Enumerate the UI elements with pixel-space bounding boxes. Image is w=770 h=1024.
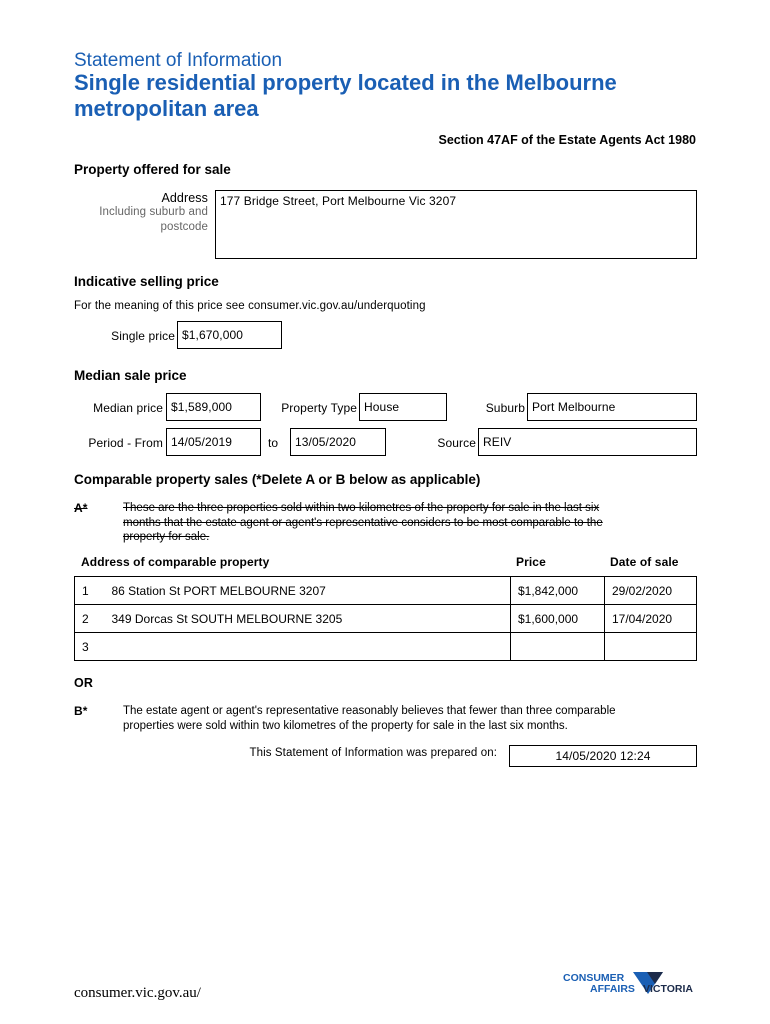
- suburb-label: Suburb: [485, 401, 525, 415]
- row-date[interactable]: 17/04/2020: [605, 605, 697, 633]
- logo-text-victoria: VICTORIA: [643, 983, 693, 995]
- option-a-label: A*: [74, 501, 88, 515]
- logo-graphic: [563, 970, 698, 998]
- logo-text-affairs: AFFAIRS: [590, 983, 635, 995]
- median-price-field[interactable]: $1,589,000: [166, 393, 261, 421]
- row-address[interactable]: [105, 633, 511, 661]
- prepared-label: This Statement of Information was prepared on:: [249, 747, 497, 759]
- median-heading: Median sale price: [74, 368, 187, 383]
- col-price-header: Price: [516, 555, 546, 569]
- title-line-1: Single residential property located in the Melbourne: [74, 70, 617, 95]
- single-price-label: Single price: [111, 329, 175, 343]
- period-to-label: to: [268, 436, 279, 450]
- row-number: 1: [75, 577, 105, 605]
- option-a-text: [123, 501, 698, 545]
- source-field[interactable]: REIV: [478, 428, 697, 456]
- row-number: 3: [75, 633, 105, 661]
- option-a-line-2: months that the estate agent or agent's representative considers to be most comparable to the: [123, 516, 603, 529]
- row-price[interactable]: $1,842,000: [511, 577, 605, 605]
- title-line-2: metropolitan area: [74, 96, 259, 121]
- period-to-field[interactable]: 13/05/2020: [290, 428, 386, 456]
- row-number: 2: [75, 605, 105, 633]
- option-a-line-3: property for sale.: [123, 531, 210, 543]
- col-address-header: Address of comparable property: [81, 555, 270, 569]
- option-b-text: [123, 704, 698, 733]
- comparable-heading: Comparable property sales (*Delete A or B below as applicable): [74, 472, 481, 487]
- footer-url[interactable]: consumer.vic.gov.au/: [74, 985, 201, 1001]
- single-price-field[interactable]: $1,670,000: [177, 321, 282, 349]
- underquoting-note: For the meaning of this price see consumer.vic.gov.au/underquoting: [74, 300, 426, 312]
- property-type-label: Property Type: [281, 401, 357, 415]
- row-price[interactable]: $1,600,000: [511, 605, 605, 633]
- address-hint-2: postcode: [160, 221, 208, 233]
- table-row: [75, 577, 697, 605]
- table-row: [75, 605, 697, 633]
- row-date[interactable]: [605, 633, 697, 661]
- address-field[interactable]: 177 Bridge Street, Port Melbourne Vic 3207: [215, 190, 697, 259]
- act-reference: Section 47AF of the Estate Agents Act 1980: [438, 133, 696, 147]
- row-price[interactable]: [511, 633, 605, 661]
- option-a-line-1: These are the three properties sold within two kilometres of the property for sale in the last six: [123, 502, 600, 514]
- row-address[interactable]: 349 Dorcas St SOUTH MELBOURNE 3205: [105, 605, 511, 633]
- row-address[interactable]: 86 Station St PORT MELBOURNE 3207: [105, 577, 511, 605]
- form-kicker: Statement of Information: [74, 50, 283, 71]
- period-from-label: Period - From: [88, 436, 163, 450]
- property-type-field[interactable]: House: [359, 393, 447, 421]
- table-row: [75, 633, 697, 661]
- consumer-affairs-victoria-logo: [563, 970, 698, 998]
- suburb-field[interactable]: Port Melbourne: [527, 393, 697, 421]
- row-date[interactable]: 29/02/2020: [605, 577, 697, 605]
- indicative-heading: Indicative selling price: [74, 274, 219, 289]
- address-label: Address: [161, 191, 208, 205]
- logo-text-consumer: CONSUMER: [563, 972, 625, 984]
- address-hint-1: Including suburb and: [99, 206, 208, 218]
- page-title: [74, 70, 714, 122]
- option-b-label: B*: [74, 704, 88, 718]
- prepared-date-field[interactable]: 14/05/2020 12:24: [509, 745, 697, 767]
- property-heading: Property offered for sale: [74, 162, 231, 177]
- median-price-label: Median price: [93, 401, 163, 415]
- period-from-field[interactable]: 14/05/2019: [166, 428, 261, 456]
- comparable-table: [74, 576, 697, 661]
- col-date-header: Date of sale: [610, 555, 679, 569]
- option-b-line-2: properties were sold within two kilometres of the property for sale in the last six months.: [123, 719, 568, 732]
- option-b-line-1: The estate agent or agent's representative reasonably believes that fewer than three comparable: [123, 705, 616, 717]
- source-label: Source: [437, 436, 476, 450]
- or-label: OR: [74, 676, 93, 690]
